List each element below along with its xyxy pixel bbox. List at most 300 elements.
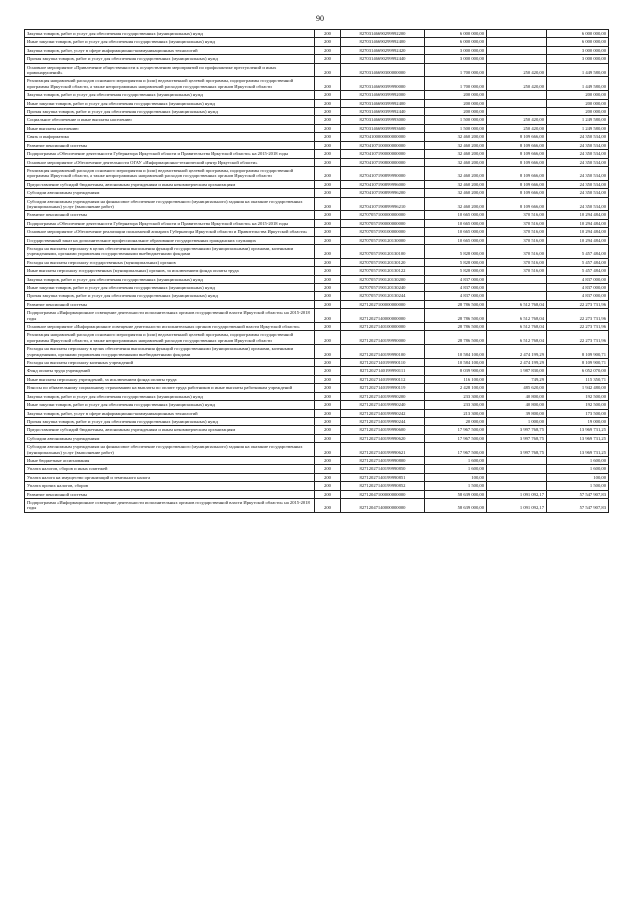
amount-remaining-cell: 10 294 484,00 [547,219,609,227]
amount-approved-cell: 10 584 100,00 [425,345,487,359]
table-row [25,367,609,375]
amount-approved-cell: 5 828 000,00 [425,267,487,275]
table-row [25,38,609,46]
table-row [25,392,609,400]
amount-remaining-cell: 22 273 731,96 [547,331,609,345]
amount-remaining-cell: 24 350 534,00 [547,141,609,149]
table-row [25,133,609,141]
amount-approved-cell: 1 500,00 [425,482,487,490]
expense-name-cell: Реализация направлений расходов основного мероприятия и (или) ведомственной целевой программы, подпрограммы государственной программы Иркутской области, а также непрограммных направлений расходов государственных органов Иркутской области [25,77,315,91]
classification-code-cell: 82712027140199990621 [341,443,425,457]
table-row [25,124,609,132]
classification-code-cell: 82704107190899996200 [341,189,425,197]
classification-code-cell: 82712027140199990112 [341,375,425,383]
table-row [25,211,609,219]
expense-name-cell: Прочая закупка товаров, работ и услуг для обеспечения государственных (муниципальных) нужд [25,55,315,63]
amount-remaining-cell: 1 249 580,00 [547,116,609,124]
expense-code-cell: 200 [315,498,341,512]
expense-name-cell: Основное мероприятие «Обеспечение реализации полномочий аппарата Губернатора Иркутской области и Правительства Иркутской области» [25,228,315,236]
expense-name-cell: Предоставление субсидий бюджетным, автономным учреждениям и иным некоммерческим организациям [25,180,315,188]
table-row [25,46,609,54]
table-row [25,456,609,464]
amount-executed-cell: 370 516,00 [487,219,547,227]
expense-name-cell: Субсидии автономным учреждениям на финансовое обеспечение государственного (муниципального) задания на оказание государственных (муниципальных) услуг (выполнение работ) [25,197,315,211]
table-row [25,375,609,383]
amount-executed-cell [487,275,547,283]
amount-approved-cell: 17 967 500,00 [425,434,487,442]
expense-code-cell: 200 [315,300,341,308]
amount-executed-cell [487,91,547,99]
table-row [25,417,609,425]
expense-code-cell: 200 [315,244,341,258]
expense-name-cell: Подпрограмма «Обеспечение деятельности Губернатора Иркутской области и Правительства Иркутской области» на 2015-2018 годы [25,150,315,158]
table-row [25,401,609,409]
amount-remaining-cell: 3 000 000,00 [547,46,609,54]
table-row [25,473,609,481]
amount-approved-cell: 32 460 200,00 [425,158,487,166]
classification-code-cell: 82707057190120130000 [341,236,425,244]
classification-code-cell: 82707057190120130100 [341,244,425,258]
amount-approved-cell: 2 428 100,00 [425,384,487,392]
expense-name-cell: Субсидии автономным учреждениям на финансовое обеспечение государственного (муниципального) задания на оказание государственных (муниципальных) услуг (выполнение работ) [25,443,315,457]
amount-approved-cell: 4 837 000,00 [425,292,487,300]
expense-code-cell: 200 [315,275,341,283]
amount-executed-cell: 250 420,00 [487,124,547,132]
classification-code-cell: 82703146690399990000 [341,77,425,91]
table-row [25,490,609,498]
expense-name-cell: Закупка товаров, работ, услуг в сфере информационно-коммуникационных технологий [25,46,315,54]
amount-remaining-cell: 6 052 070,00 [547,367,609,375]
table-row [25,30,609,38]
classification-code-cell: 82707057190000000000 [341,219,425,227]
table-row [25,116,609,124]
amount-executed-cell: 370 516,00 [487,244,547,258]
expense-code-cell: 200 [315,384,341,392]
classification-code-cell: 82703146690399992000 [341,91,425,99]
amount-remaining-cell: 4 837 000,00 [547,284,609,292]
amount-remaining-cell: 100,00 [547,473,609,481]
amount-approved-cell: 32 460 200,00 [425,141,487,149]
amount-executed-cell [487,99,547,107]
expense-name-cell: Подпрограмма «Информационное освещение деятельности исполнительных органов государственной власти Иркутской области» на 2015-2018 годы [25,498,315,512]
expense-code-cell: 200 [315,91,341,99]
amount-remaining-cell: 1 449 580,00 [547,77,609,91]
amount-approved-cell: 1 500 000,00 [425,124,487,132]
expense-name-cell: Расходы на выплаты персоналу в целях обеспечения выполнения функций государственными (муниципальными) органами, казенными учреждениями, органами управления государственными внебюджетными фондами [25,345,315,359]
classification-code-cell: 82712027140199990100 [341,345,425,359]
expense-name-cell: Прочая закупка товаров, работ и услуг для обеспечения государственных (муниципальных) нужд [25,292,315,300]
amount-approved-cell: 32 460 200,00 [425,189,487,197]
amount-remaining-cell: 1 500,00 [547,482,609,490]
expense-name-cell: Уплата налога на имущество организаций и земельного налога [25,473,315,481]
classification-code-cell: 82704107190899996000 [341,180,425,188]
table-row [25,228,609,236]
expense-code-cell: 200 [315,409,341,417]
expense-name-cell: Иные выплаты персоналу учреждений, за исключением фонда оплаты труда [25,375,315,383]
table-row [25,331,609,345]
expense-name-cell: Развитие пенсионной системы [25,490,315,498]
table-row [25,267,609,275]
expense-name-cell: Закупка товаров, работ и услуг для обеспечения государственных (муниципальных) нужд [25,91,315,99]
amount-executed-cell [487,46,547,54]
amount-approved-cell: 200 000,00 [425,99,487,107]
classification-code-cell: 82712027140199990240 [341,401,425,409]
expense-name-cell: Основное мероприятие «Обеспечение деятельности ОГАУ «Информационно-технический центр Иркутской области» [25,158,315,166]
expense-code-cell: 200 [315,392,341,400]
classification-code-cell: 82703146690300000000 [341,63,425,77]
classification-code-cell: 82712027140199990600 [341,426,425,434]
classification-code-cell: 82712027140000000000 [341,309,425,323]
amount-approved-cell: 10 665 000,00 [425,236,487,244]
classification-code-cell: 82704100000000000000 [341,133,425,141]
amount-executed-cell: 8 109 666,00 [487,141,547,149]
classification-code-cell: 82712027140199990620 [341,434,425,442]
amount-executed-cell: 370 516,00 [487,258,547,266]
amount-remaining-cell: 192 500,00 [547,392,609,400]
amount-remaining-cell: 22 273 731,96 [547,300,609,308]
expense-code-cell: 200 [315,456,341,464]
table-row [25,197,609,211]
expense-name-cell: Взносы по обязательному социальному страхованию на выплаты по оплате труда работников и иные выплаты работникам учреждений [25,384,315,392]
classification-code-cell: 82703146690299992200 [341,30,425,38]
expense-code-cell: 200 [315,309,341,323]
table-row [25,236,609,244]
expense-code-cell: 200 [315,99,341,107]
amount-executed-cell: 8 109 666,00 [487,189,547,197]
classification-code-cell: 82704107190000000000 [341,150,425,158]
expense-code-cell: 200 [315,46,341,54]
amount-remaining-cell: 173 500,00 [547,409,609,417]
table-row [25,180,609,188]
amount-approved-cell: 4 837 000,00 [425,284,487,292]
classification-code-cell: 82703146690399993600 [341,124,425,132]
amount-executed-cell: 3 997 768,75 [487,434,547,442]
classification-code-cell: 82712047100000000000 [341,490,425,498]
amount-approved-cell: 28 786 500,00 [425,309,487,323]
amount-executed-cell: 370 516,00 [487,211,547,219]
amount-approved-cell: 5 828 000,00 [425,244,487,258]
amount-executed-cell: 2 474 199,29 [487,345,547,359]
expense-name-cell: Закупка товаров, работ и услуг для обеспечения государственных (муниципальных) нужд [25,392,315,400]
amount-approved-cell: 17 967 500,00 [425,426,487,434]
table-row [25,158,609,166]
amount-executed-cell: 250 420,00 [487,63,547,77]
table-row [25,189,609,197]
expense-name-cell: Подпрограмма «Обеспечение деятельности Губернатора Иркутской области и Правительства Иркутской области» на 2015-2018 годы [25,219,315,227]
expense-code-cell: 200 [315,133,341,141]
expense-code-cell: 200 [315,38,341,46]
classification-code-cell: 82703146690399993000 [341,116,425,124]
amount-remaining-cell: 4 837 000,00 [547,292,609,300]
amount-approved-cell: 28 786 500,00 [425,331,487,345]
classification-code-cell: 82707057190120130200 [341,275,425,283]
classification-code-cell: 82703146690299992400 [341,38,425,46]
classification-code-cell: 82704107190899996210 [341,197,425,211]
table-row [25,359,609,367]
amount-approved-cell: 58 639 000,00 [425,490,487,498]
table-row [25,108,609,116]
expense-code-cell: 200 [315,465,341,473]
expense-name-cell: Реализация направлений расходов основного мероприятия и (или) ведомственной целевой программы, подпрограммы государственной программы Иркутской области, а также непрограммных направлений расходов государственных органов Иркутской области [25,331,315,345]
amount-remaining-cell: 6 000 000,00 [547,38,609,46]
expense-code-cell: 200 [315,258,341,266]
expense-code-cell: 200 [315,116,341,124]
amount-approved-cell: 10 665 000,00 [425,211,487,219]
table-row [25,443,609,457]
amount-approved-cell: 17 967 500,00 [425,443,487,457]
expense-code-cell: 200 [315,426,341,434]
amount-approved-cell: 6 000 000,00 [425,38,487,46]
table-row [25,244,609,258]
amount-remaining-cell: 6 000 000,00 [547,30,609,38]
table-row [25,219,609,227]
amount-executed-cell: 8 109 666,00 [487,180,547,188]
amount-remaining-cell: 4 837 000,00 [547,275,609,283]
amount-executed-cell: 250 420,00 [487,77,547,91]
classification-code-cell: 82703146690299992420 [341,46,425,54]
amount-executed-cell: 6 512 768,04 [487,331,547,345]
amount-executed-cell: 6 512 768,04 [487,300,547,308]
expense-name-cell: Основное мероприятие «Информационное освещение деятельности исполнительных органов государственной власти Иркутской области» [25,323,315,331]
expense-code-cell: 200 [315,211,341,219]
amount-executed-cell [487,284,547,292]
expense-code-cell: 200 [315,417,341,425]
amount-executed-cell: 370 516,00 [487,267,547,275]
amount-approved-cell: 213 300,00 [425,409,487,417]
table-row [25,275,609,283]
amount-executed-cell: 40 800,00 [487,401,547,409]
table-row [25,150,609,158]
amount-executed-cell: 3 997 768,75 [487,426,547,434]
classification-code-cell: 82712027140100000000 [341,323,425,331]
table-row [25,284,609,292]
amount-executed-cell [487,473,547,481]
amount-remaining-cell: 19 000,00 [547,417,609,425]
expense-code-cell: 200 [315,292,341,300]
expense-code-cell: 200 [315,189,341,197]
amount-executed-cell [487,38,547,46]
amount-remaining-cell: 24 350 534,00 [547,189,609,197]
classification-code-cell: 82707057190100000000 [341,228,425,236]
amount-approved-cell: 32 460 200,00 [425,166,487,180]
expense-name-cell: Закупка товаров, работ, услуг в сфере информационно-коммуникационных технологий [25,409,315,417]
amount-approved-cell: 32 460 200,00 [425,197,487,211]
table-row [25,99,609,107]
amount-approved-cell: 10 665 000,00 [425,219,487,227]
table-row [25,465,609,473]
expense-name-cell: Прочая закупка товаров, работ и услуг для обеспечения государственных (муниципальных) нужд [25,108,315,116]
amount-approved-cell: 28 786 500,00 [425,300,487,308]
amount-remaining-cell: 5 457 484,00 [547,244,609,258]
classification-code-cell: 82712027140199990851 [341,473,425,481]
amount-remaining-cell: 24 350 534,00 [547,133,609,141]
expense-code-cell: 200 [315,482,341,490]
amount-executed-cell: 485 620,00 [487,384,547,392]
table-row [25,141,609,149]
expense-name-cell: Иные выплаты персоналу государственных (муниципальных) органов, за исключением фонда оплаты труда [25,267,315,275]
amount-executed-cell: 2 474 199,29 [487,359,547,367]
amount-executed-cell: 8 109 666,00 [487,150,547,158]
table-row [25,91,609,99]
classification-code-cell: 82707057190120130244 [341,292,425,300]
table-row [25,292,609,300]
table-row [25,434,609,442]
classification-code-cell: 82704107190899990000 [341,166,425,180]
table-row [25,63,609,77]
expense-code-cell: 200 [315,443,341,457]
amount-approved-cell: 20 000,00 [425,417,487,425]
classification-code-cell: 82707057190120130240 [341,284,425,292]
expense-name-cell: Уплата прочих налогов, сборов [25,482,315,490]
table-row [25,77,609,91]
expense-code-cell: 200 [315,401,341,409]
amount-executed-cell: 8 109 666,00 [487,197,547,211]
expense-name-cell: Фонд оплаты труда учреждений [25,367,315,375]
expense-code-cell: 200 [315,323,341,331]
amount-remaining-cell: 10 294 484,00 [547,236,609,244]
amount-executed-cell [487,465,547,473]
amount-approved-cell: 10 584 100,00 [425,359,487,367]
amount-executed-cell: 39 800,00 [487,409,547,417]
amount-approved-cell: 1 600,00 [425,465,487,473]
amount-remaining-cell: 13 969 731,25 [547,426,609,434]
amount-executed-cell: 1 000,00 [487,417,547,425]
table-row [25,258,609,266]
classification-code-cell: 82712027100000000000 [341,300,425,308]
amount-executed-cell [487,55,547,63]
table-row [25,482,609,490]
table-row [25,300,609,308]
amount-remaining-cell: 1 600,00 [547,465,609,473]
classification-code-cell: 82712027140199990111 [341,367,425,375]
expense-code-cell: 200 [315,228,341,236]
amount-remaining-cell: 10 294 484,00 [547,228,609,236]
expense-name-cell: Субсидии автономным учреждениям [25,189,315,197]
classification-code-cell: 82712027140199990110 [341,359,425,367]
expense-name-cell: Социальное обеспечение и иные выплаты населению [25,116,315,124]
expense-code-cell: 200 [315,150,341,158]
amount-remaining-cell: 1 449 580,00 [547,63,609,77]
amount-executed-cell [487,482,547,490]
amount-executed-cell: 8 109 666,00 [487,166,547,180]
amount-executed-cell: 370 516,00 [487,228,547,236]
amount-remaining-cell: 8 109 900,71 [547,345,609,359]
expense-code-cell: 200 [315,345,341,359]
amount-approved-cell: 3 000 000,00 [425,46,487,54]
amount-approved-cell: 233 300,00 [425,392,487,400]
classification-code-cell: 82712047140000000000 [341,498,425,512]
expense-name-cell: Развитие пенсионной системы [25,211,315,219]
expense-code-cell: 200 [315,30,341,38]
table-row [25,498,609,512]
amount-approved-cell: 28 786 500,00 [425,323,487,331]
budget-table [24,29,609,513]
page-number: 90 [316,14,324,23]
amount-approved-cell: 32 460 200,00 [425,133,487,141]
table-row [25,55,609,63]
amount-approved-cell: 3 000 000,00 [425,55,487,63]
classification-code-cell: 82707057190120130120 [341,258,425,266]
expense-code-cell: 200 [315,331,341,345]
amount-remaining-cell: 1 249 580,00 [547,124,609,132]
amount-remaining-cell: 24 350 534,00 [547,180,609,188]
expense-code-cell: 200 [315,284,341,292]
expense-code-cell: 200 [315,77,341,91]
amount-approved-cell: 200 000,00 [425,108,487,116]
table-row [25,345,609,359]
amount-remaining-cell: 115 350,71 [547,375,609,383]
classification-code-cell: 82707057100000000000 [341,211,425,219]
classification-code-cell: 82704107190800000000 [341,158,425,166]
expense-name-cell: Уплата налогов, сборов и иных платежей [25,465,315,473]
table-row [25,309,609,323]
expense-code-cell: 200 [315,141,341,149]
amount-approved-cell: 10 665 000,00 [425,228,487,236]
amount-remaining-cell: 200 000,00 [547,108,609,116]
amount-executed-cell: 1 987 830,00 [487,367,547,375]
amount-executed-cell: 8 109 666,00 [487,158,547,166]
amount-remaining-cell: 22 273 731,96 [547,309,609,323]
amount-remaining-cell: 1 600,00 [547,456,609,464]
amount-approved-cell: 6 000 000,00 [425,30,487,38]
expense-name-cell: Государственный заказ на дополнительное профессиональное образование государственных гражданских служащих [25,236,315,244]
expense-code-cell: 200 [315,180,341,188]
amount-remaining-cell: 5 457 484,00 [547,258,609,266]
amount-executed-cell [487,292,547,300]
expense-code-cell: 200 [315,63,341,77]
expense-code-cell: 200 [315,359,341,367]
expense-code-cell: 200 [315,236,341,244]
amount-remaining-cell: 13 969 731,25 [547,434,609,442]
amount-remaining-cell: 5 457 484,00 [547,267,609,275]
amount-executed-cell [487,30,547,38]
amount-remaining-cell: 3 000 000,00 [547,55,609,63]
classification-code-cell: 82712027140199990244 [341,417,425,425]
expense-name-cell: Закупка товаров, работ и услуг для обеспечения государственных (муниципальных) нужд [25,275,315,283]
expense-name-cell: Расходы на выплаты персоналу казенных учреждений [25,359,315,367]
expense-name-cell: Развитие пенсионной системы [25,300,315,308]
amount-remaining-cell: 57 547 907,83 [547,498,609,512]
amount-approved-cell: 1 700 000,00 [425,77,487,91]
classification-code-cell: 82712027140199990119 [341,384,425,392]
amount-executed-cell: 1 091 092,17 [487,490,547,498]
classification-code-cell: 82707057190120130122 [341,267,425,275]
table-row [25,166,609,180]
amount-executed-cell: 6 512 768,04 [487,323,547,331]
expense-code-cell: 200 [315,166,341,180]
amount-remaining-cell: 24 350 534,00 [547,197,609,211]
expense-name-cell: Закупка товаров, работ и услуг для обеспечения государственных (муниципальных) нужд [25,30,315,38]
classification-code-cell: 82703146690399992440 [341,108,425,116]
classification-code-cell: 82703146690399992400 [341,99,425,107]
amount-approved-cell: 233 300,00 [425,401,487,409]
expense-code-cell: 200 [315,55,341,63]
expense-code-cell: 200 [315,158,341,166]
expense-name-cell: Предоставление субсидий бюджетным, автономным учреждениям и иным некоммерческим организациям [25,426,315,434]
amount-approved-cell: 1 600,00 [425,456,487,464]
amount-executed-cell: 40 800,00 [487,392,547,400]
expense-code-cell: 200 [315,490,341,498]
expense-name-cell: Иные закупки товаров, работ и услуг для обеспечения государственных (муниципальных) нужд [25,401,315,409]
amount-remaining-cell: 24 350 534,00 [547,166,609,180]
budget-table-body [25,30,609,513]
amount-executed-cell: 3 997 768,75 [487,443,547,457]
classification-code-cell: 82712027140199990200 [341,392,425,400]
expense-name-cell: Расходы на выплаты персоналу в целях обеспечения выполнения функций государственными (муниципальными) органами, казенными учреждениями, органами управления государственными внебюджетными фондами [25,244,315,258]
amount-remaining-cell: 200 000,00 [547,91,609,99]
expense-code-cell: 200 [315,434,341,442]
amount-remaining-cell: 22 273 731,96 [547,323,609,331]
